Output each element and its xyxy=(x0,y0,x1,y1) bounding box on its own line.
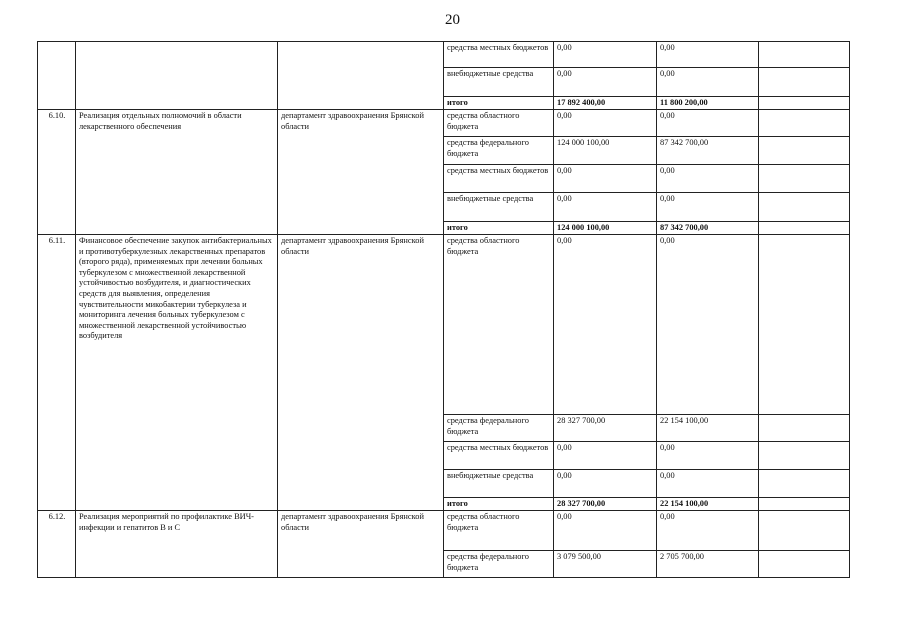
amount-cell: 0,00 xyxy=(657,68,759,97)
amount-cell: 11 800 200,00 xyxy=(657,97,759,110)
amount-cell: 0,00 xyxy=(657,42,759,68)
empty-cell xyxy=(759,68,850,97)
amount-cell: 0,00 xyxy=(554,442,657,470)
amount-cell: 22 154 100,00 xyxy=(657,498,759,511)
amount-cell: 0,00 xyxy=(657,235,759,415)
empty-cell xyxy=(759,137,850,165)
table-row xyxy=(38,110,850,137)
funding-source: средства местных бюджетов xyxy=(444,42,554,68)
item-number: 6.11. xyxy=(38,235,76,511)
table-row xyxy=(38,511,850,551)
empty-cell xyxy=(759,222,850,235)
amount-cell: 124 000 100,00 xyxy=(554,222,657,235)
empty-cell xyxy=(759,110,850,137)
amount-cell: 0,00 xyxy=(657,110,759,137)
funding-source: средства федерального бюджета xyxy=(444,137,554,165)
funding-source: средства областного бюджета xyxy=(444,110,554,137)
funding-source: средства областного бюджета xyxy=(444,235,554,415)
amount-cell: 17 892 400,00 xyxy=(554,97,657,110)
item-title: Реализация мероприятий по профилактике ВИЧ-инфекции и гепатитов В и С xyxy=(76,511,278,578)
funding-source: внебюджетные средства xyxy=(444,68,554,97)
funding-source: средства местных бюджетов xyxy=(444,165,554,193)
executor: департамент здравоохранения Брянской области xyxy=(278,235,444,511)
funding-source: внебюджетные средства xyxy=(444,193,554,222)
empty-cell xyxy=(759,97,850,110)
empty-cell xyxy=(759,442,850,470)
item-number: 6.10. xyxy=(38,110,76,235)
table-row xyxy=(38,235,850,415)
amount-cell: 0,00 xyxy=(657,511,759,551)
table-row xyxy=(38,42,850,68)
amount-cell: 22 154 100,00 xyxy=(657,415,759,442)
amount-cell: 0,00 xyxy=(657,470,759,498)
budget-table xyxy=(37,41,850,578)
amount-cell: 0,00 xyxy=(554,193,657,222)
funding-source: средства областного бюджета xyxy=(444,511,554,551)
amount-cell: 0,00 xyxy=(554,42,657,68)
funding-source: средства местных бюджетов xyxy=(444,442,554,470)
executor-cell xyxy=(278,42,444,110)
executor: департамент здравоохранения Брянской области xyxy=(278,110,444,235)
amount-cell: 0,00 xyxy=(657,442,759,470)
amount-cell: 0,00 xyxy=(657,165,759,193)
amount-cell: 0,00 xyxy=(554,110,657,137)
funding-source: итого xyxy=(444,222,554,235)
funding-source: внебюджетные средства xyxy=(444,470,554,498)
amount-cell: 3 079 500,00 xyxy=(554,551,657,578)
amount-cell: 0,00 xyxy=(554,511,657,551)
item-title: Реализация отдельных полномочий в области лекарственного обеспечения xyxy=(76,110,278,235)
empty-cell xyxy=(759,511,850,551)
amount-cell: 0,00 xyxy=(657,193,759,222)
amount-cell: 2 705 700,00 xyxy=(657,551,759,578)
empty-cell xyxy=(759,470,850,498)
amount-cell: 0,00 xyxy=(554,470,657,498)
amount-cell: 87 342 700,00 xyxy=(657,222,759,235)
funding-source: средства федерального бюджета xyxy=(444,551,554,578)
empty-cell xyxy=(759,498,850,511)
funding-source: итого xyxy=(444,498,554,511)
empty-cell xyxy=(759,415,850,442)
amount-cell: 28 327 700,00 xyxy=(554,498,657,511)
amount-cell: 124 000 100,00 xyxy=(554,137,657,165)
amount-cell: 87 342 700,00 xyxy=(657,137,759,165)
item-title-cell xyxy=(76,42,278,110)
amount-cell: 0,00 xyxy=(554,68,657,97)
empty-cell xyxy=(759,165,850,193)
amount-cell: 28 327 700,00 xyxy=(554,415,657,442)
item-number-cell xyxy=(38,42,76,110)
funding-source: средства федерального бюджета xyxy=(444,415,554,442)
funding-source: итого xyxy=(444,97,554,110)
page-number: 20 xyxy=(445,12,460,28)
executor: департамент здравоохранения Брянской области xyxy=(278,511,444,578)
item-title: Финансовое обеспечение закупок антибактериальных и противотуберкулезных лекарственных препаратов (второго ряда), применяемых при лечении больных туберкулезом с множественной лекарственной устойчивостью возбудителя, и диагностических средств для выявления, определения чувствительности микобактерии туберкулеза и мониторинга лечения больных туберкулезом с множественной лекарственной устойчивостью возбудителя xyxy=(76,235,278,511)
amount-cell: 0,00 xyxy=(554,165,657,193)
empty-cell xyxy=(759,551,850,578)
amount-cell: 0,00 xyxy=(554,235,657,415)
empty-cell xyxy=(759,235,850,415)
empty-cell xyxy=(759,42,850,68)
empty-cell xyxy=(759,193,850,222)
item-number: 6.12. xyxy=(38,511,76,578)
